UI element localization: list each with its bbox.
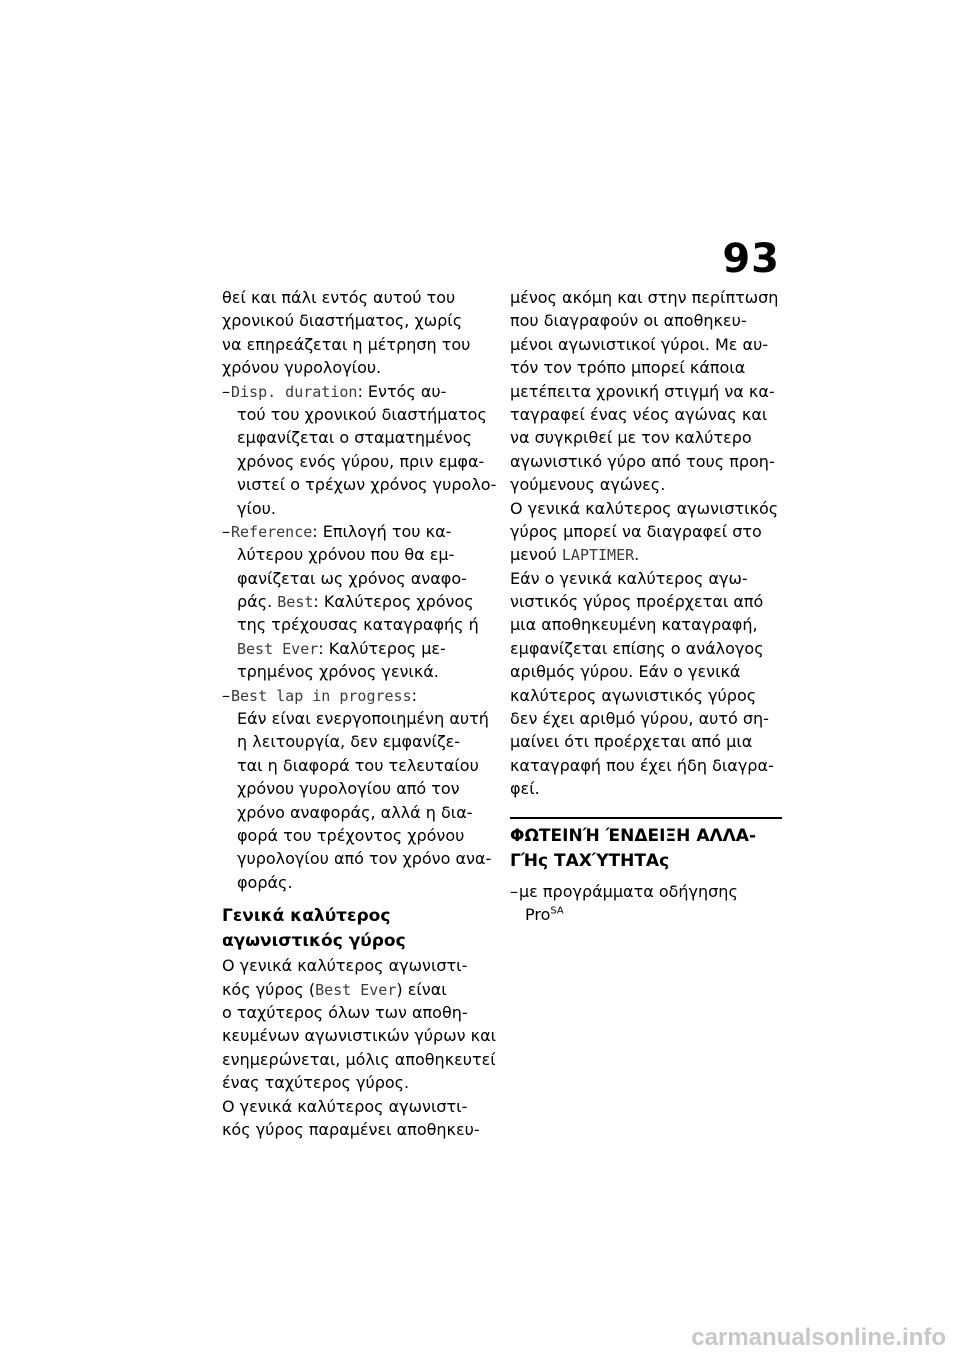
- best-lap-in-progress-item: –Best lap in progress:: [222, 685, 418, 705]
- text-line: εμφανίζεται ο σταματημένος: [237, 428, 472, 448]
- text-line: γίου.: [237, 498, 277, 518]
- code-best-ever: Best Ever: [315, 980, 397, 999]
- text-line: κός γύρος παραμένει αποθηκευ-: [222, 1119, 480, 1139]
- text-line: καλύτερος αγωνιστικός γύρος: [510, 685, 757, 705]
- text-line: που διαγραφούν οι αποθηκευ-: [510, 311, 747, 331]
- text-line: Best Ever: Καλύτερος με-: [237, 638, 446, 658]
- text-line: αριθμός γύρου. Εάν ο γενικά: [510, 662, 741, 682]
- pro-item: –με προγράμματα οδήγησης: [510, 881, 738, 901]
- code-laptimer: LAPTIMER: [561, 546, 635, 565]
- text-line: κός γύρος (Best Ever) είναι: [222, 979, 447, 999]
- text-line: καταγραφή που έχει ήδη διαγρα-: [510, 755, 774, 775]
- text-line: της τρέχουσας καταγραφής ή: [237, 615, 479, 635]
- text-line: φεί.: [510, 779, 540, 799]
- text-line: Εάν ο γενικά καλύτερος αγω-: [510, 568, 748, 588]
- text-line: μενού LAPTIMER.: [510, 545, 640, 565]
- text-line: ένας ταχύτερος γύρος.: [222, 1073, 410, 1093]
- text-line: Ο γενικά καλύτερος αγωνιστι-: [222, 956, 468, 976]
- bullet-dash: –: [510, 881, 518, 901]
- text-line: τού του χρονικού διαστήματος: [237, 404, 487, 424]
- text-line: χρόνο αναφοράς, αλλά η δια-: [237, 802, 473, 822]
- text-line: μετέπειτα χρονική στιγμή να κα-: [510, 381, 775, 401]
- code-best-ever: Best Ever: [237, 639, 319, 658]
- text-line: φοράς.: [237, 872, 293, 892]
- section-heading: ΦΩΤΕΙΝΉ ΈΝΔΕΙΞΗ ΑΛΛΑ-: [510, 825, 757, 846]
- text-line: Ο γενικά καλύτερος αγωνιστικός: [510, 498, 779, 518]
- bullet-dash: –: [222, 381, 230, 401]
- text-line: γύρος μπορεί να διαγραφεί στο: [510, 521, 762, 541]
- code-best-lap-in-progress: Best lap in progress: [231, 686, 412, 705]
- text-line: νιστεί ο τρέχων χρόνος γυρολο-: [237, 475, 497, 495]
- sa-superscript: SA: [550, 905, 564, 917]
- text-line: ται η διαφορά του τελευταίου: [237, 755, 479, 775]
- text-line: μένοι αγωνιστικοί γύροι. Με αυ-: [510, 334, 769, 354]
- text-line: τόν τον τρόπο μπορεί κάποια: [510, 358, 746, 378]
- text-line: μένος ακόμη και στην περίπτωση: [510, 288, 779, 307]
- text-line: μια αποθηκευμένη καταγραφή,: [510, 615, 758, 635]
- text-line: χρονικού διαστήματος, χωρίς: [222, 311, 463, 331]
- section-heading: ΓΉς ΤΑΧΎΤΗΤΑς: [510, 850, 670, 871]
- code-reference: Reference: [231, 522, 313, 541]
- text-line: κευμένων αγωνιστικών γύρων και: [222, 1026, 497, 1046]
- reference-item: –Reference: Επιλογή του κα-: [222, 521, 452, 541]
- text-line: τρημένος χρόνος γενικά.: [237, 662, 439, 682]
- text-line: ο ταχύτερος όλων των αποθη-: [222, 1002, 468, 1022]
- text-line: λύτερου χρόνου που θα εμ-: [237, 545, 455, 565]
- text-line: Pro$^{SA}$: [525, 904, 564, 924]
- section-heading: αγωνιστικός γύρος: [222, 931, 406, 952]
- text-line: ράς. Best: Καλύτερος χρόνος: [237, 592, 474, 612]
- text-line: γυρολογίου από τον χρόνο ανα-: [237, 849, 492, 869]
- watermark: carmanualsonline.info: [691, 1324, 946, 1351]
- text-line: γούμενους αγώνες.: [510, 475, 666, 495]
- text-line: φορά του τρέχοντος χρόνου: [237, 825, 465, 845]
- bullet-dash: –: [222, 685, 230, 705]
- left-column: [222, 286, 497, 1141]
- text-line: εμφανίζεται επίσης ο ανάλογος: [510, 638, 764, 658]
- text-line: δεν έχει αριθμό γύρου, αυτό ση-: [510, 709, 769, 729]
- text-line: θεί και πάλι εντός αυτού του: [222, 288, 456, 307]
- section-heading: Γενικά καλύτερος: [222, 906, 391, 927]
- disp-duration-item: –Disp. duration: Εντός αυ-: [222, 381, 447, 401]
- text-line: αγωνιστικό γύρο από τους προη-: [510, 451, 775, 471]
- page-number: 93: [722, 236, 780, 282]
- text-line: να συγκριθεί με τον καλύτερο: [510, 428, 752, 448]
- text-line: μαίνει ότι προέρχεται από μια: [510, 732, 753, 752]
- section-divider: [510, 817, 782, 819]
- text-line: χρόνος ενός γύρου, πριν εμφα-: [237, 451, 485, 471]
- text-line: νιστικός γύρος προέρχεται από: [510, 592, 764, 612]
- text-line: χρόνου γυρολογίου από τον: [237, 779, 460, 799]
- text-line: ενημερώνεται, μόλις αποθηκευτεί: [222, 1049, 496, 1069]
- text-line: η λειτουργία, δεν εμφανίζε-: [237, 732, 461, 752]
- text-line: ταγραφεί ένας νέος αγώνας και: [510, 404, 768, 424]
- text-line: φανίζεται ως χρόνος αναφο-: [237, 568, 467, 588]
- text-line: Ο γενικά καλύτερος αγωνιστι-: [222, 1096, 468, 1116]
- text-line: να επηρεάζεται η μέτρηση του: [222, 334, 471, 354]
- text-line: Εάν είναι ενεργοποιημένη αυτή: [237, 709, 489, 729]
- bullet-dash: –: [222, 521, 230, 541]
- right-column: [510, 286, 782, 926]
- code-disp-duration: Disp. duration: [231, 382, 358, 401]
- text-line: χρόνου γυρολογίου.: [222, 358, 382, 378]
- code-best: Best: [277, 593, 314, 612]
